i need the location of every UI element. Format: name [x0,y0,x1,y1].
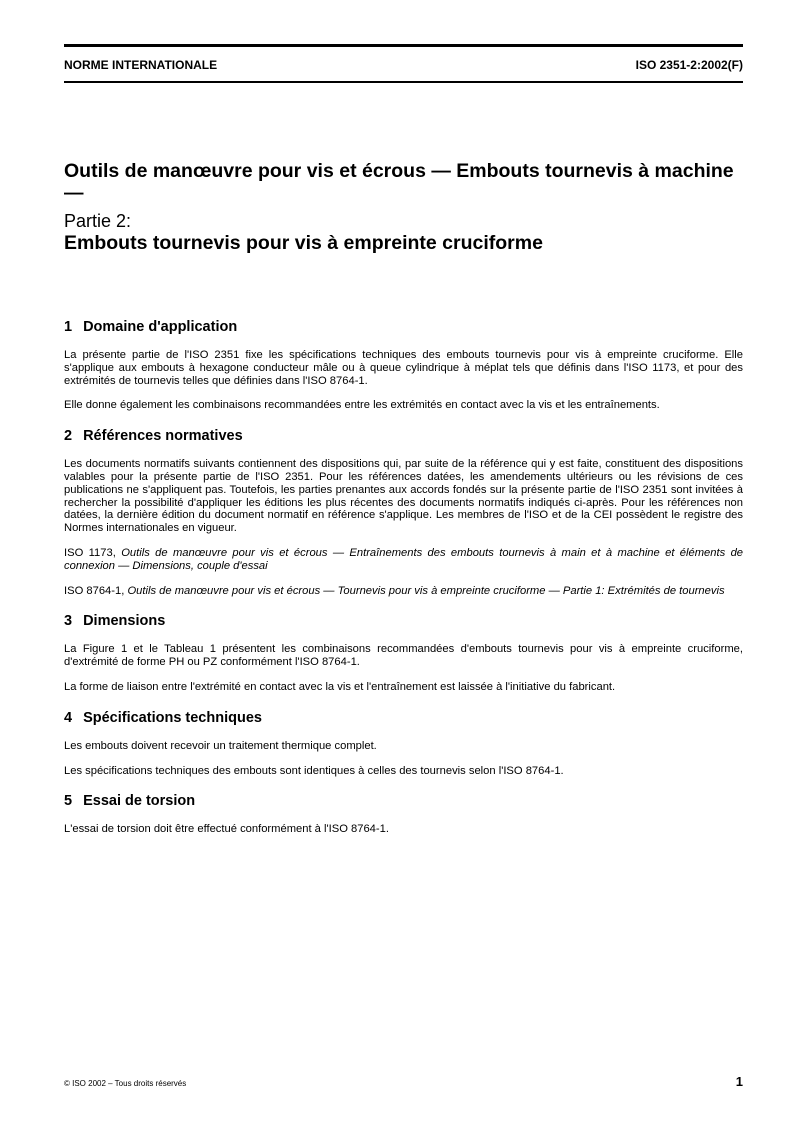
reference-code: ISO 1173, [64,546,116,559]
title-part: Partie 2: [64,211,132,231]
section-technical-specifications [64,709,743,778]
paragraph: Les documents normatifs suivants contiennent des dispositions qui, par suite de la référence qui y est faite, constituent des dispositions valables pour la présente partie de l'ISO 2351. Pour les références datées, les amendements ultérieurs ou les révisions de ces publications ne s'appliquent pas. Toutefois, les parties prenantes aux accords fondés sur la présente partie de l'ISO 2351 sont invitées à rechercher la possibilité d'appliquer les éditions les plus récentes des documents normatifs indiqués ci-après. Pour les références non datées, la dernière édition du document normatif en référence s'applique. Les membres de l'ISO et de la CEI possèdent le registre des Normes internationales en vigueur. [64,458,743,535]
section-number: 5 [64,793,73,810]
header-standard-type: NORME INTERNATIONALE [64,58,218,72]
header-top-rule [64,44,743,47]
paragraph: L'essai de torsion doit être effectué conformément à l'ISO 8764-1. [64,823,389,836]
footer-page-number: 1 [735,1074,743,1089]
paragraph: Elle donne également les combinaisons recommandées entre les extrémités en contact avec la vis et les entraînements. [64,399,660,412]
section-number: 4 [64,709,73,726]
paragraph: La forme de liaison entre l'extrémité en contact avec la vis et l'entraînement est laissée à l'initiative du fabricant. [64,680,616,693]
section-heading [64,792,743,810]
section-scope [64,318,743,412]
section-title: Références normatives [83,428,243,445]
section-heading [64,318,743,336]
paragraph: La Figure 1 et le Tableau 1 présentent les combinaisons recommandées d'embouts tournevis pour vis à empreinte cruciforme, d'extrémité de forme PH ou PZ conformément l'ISO 8764-1. [64,643,743,669]
section-heading [64,709,743,727]
reference-title: Outils de manœuvre pour vis et écrous — Tournevis pour vis à empreinte cruciforme — Partie 1: Extrémités de tournevis [127,584,725,597]
section-title: Spécifications techniques [83,709,262,726]
header-standard-number: ISO 2351-2:2002(F) [635,58,743,72]
reference-entry [64,547,743,573]
section-title: Essai de torsion [83,793,196,810]
section-torsion-test [64,792,743,836]
header-bottom-rule [64,81,743,83]
footer-copyright: © ISO 2002 – Tous droits réservés [64,1079,187,1088]
section-normative-references [64,427,743,597]
section-number: 1 [64,319,73,335]
section-title: Dimensions [83,613,166,630]
section-title: Domaine d'application [83,319,238,335]
title-main: Outils de manœuvre pour vis et écrous — Embouts tournevis à machine — [64,160,734,204]
document-title [64,160,743,254]
paragraph: Les embouts doivent recevoir un traitement thermique complet. [64,739,377,752]
section-dimensions [64,612,743,693]
document-body [64,318,743,851]
section-heading [64,427,743,445]
paragraph: La présente partie de l'ISO 2351 fixe les spécifications techniques des embouts tournevis pour vis à empreinte cruciforme. Elle s'applique aux embouts à hexagone conducteur mâle ou à queue cylindrique à méplat tels que définis dans l'ISO 1173, et pour des extrémités de tournevis telles que définies dans l'ISO 8764-1. [64,349,743,387]
section-number: 3 [64,613,73,630]
section-heading [64,612,743,630]
reference-title: Outils de manœuvre pour vis et écrous — Entraînements des embouts tournevis à main et à machine et éléments de connexion — Dimensions, couple d'essai [64,546,744,572]
reference-code: ISO 8764-1, [64,584,125,597]
paragraph: Les spécifications techniques des embouts sont identiques à celles des tournevis selon l'ISO 8764-1. [64,764,564,777]
reference-entry [64,585,743,598]
section-number: 2 [64,428,73,445]
title-subtitle: Embouts tournevis pour vis à empreinte cruciforme [64,232,543,254]
